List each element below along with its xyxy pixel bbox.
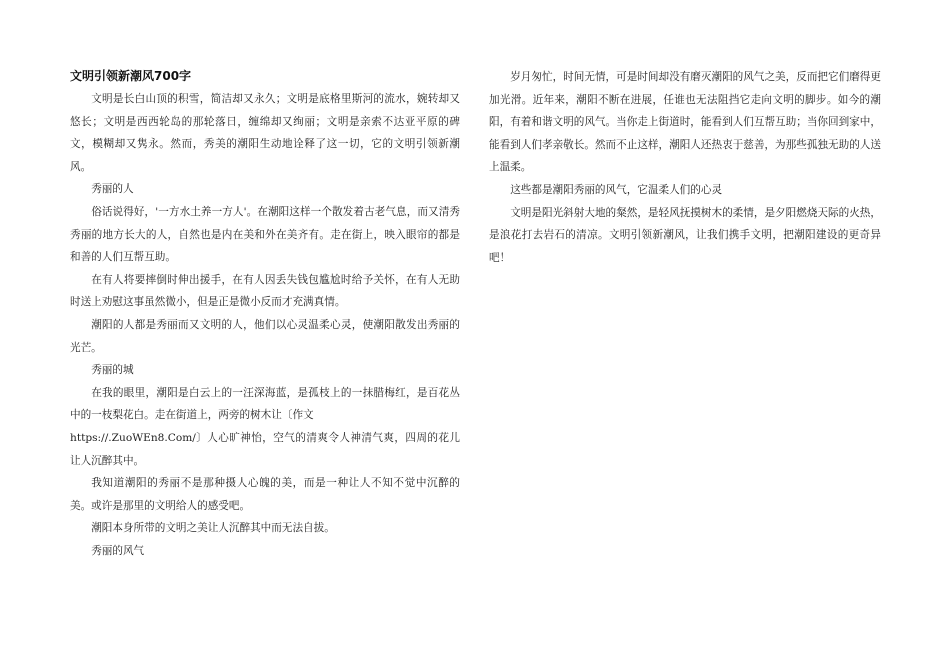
paragraph: 潮阳本身所带的文明之美让人沉醉其中而无法自拔。 — [91, 522, 335, 535]
paragraph: 我知道潮阳的秀丽不是那种摄人心魄的美，而是一种让人不知不觉中沉醉的美。或许是那里的文明给人的感受吧。 — [70, 477, 460, 512]
right-column — [489, 66, 881, 269]
document-title: 文明引领新潮风700字 — [70, 69, 192, 83]
section-heading: 秀丽的人 — [91, 183, 134, 196]
paragraph: 文明是长白山顶的积雪，简洁却又永久；文明是底格里斯河的流水，婉转却又悠长；文明是西西轮岛的那轮落日，缠绵却又绚丽；文明是亲索不达亚平原的碑文，模糊却又隽永。然而，秀美的潮阳生动地诠释了这一切，它的文明引领新潮风。 — [70, 93, 460, 173]
paragraph: 这些都是潮阳秀丽的风气，它温柔人们的心灵 — [510, 183, 723, 196]
section-heading: 秀丽的城 — [91, 364, 134, 377]
paragraph: 潮阳的人都是秀丽而又文明的人，他们以心灵温柔心灵，使潮阳散发出秀丽的光芒。 — [70, 318, 460, 354]
paragraph: 在有人将要摔倒时伸出援手，在有人因丢失钱包尴尬时给予关怀，在有人无助时送上劝慰这事虽然微小，但是正是微小反而才充满真情。 — [70, 273, 460, 309]
paragraph: 俗话说得好，'一方水土养一方人'。在潮阳这样一个散发着古老气息，而又清秀秀丽的地方长大的人，自然也是内在美和外在美齐有。走在街上，映入眼帘的都是和善的人们互帮互助。 — [70, 205, 460, 264]
paragraph: 岁月匆忙，时间无情，可是时间却没有磨灭潮阳的风气之美，反而把它们磨得更加光滑。近年来，潮阳不断在进展，任谁也无法阻挡它走向文明的脚步。如今的潮阳，有着和谐文明的风气。当你走上街道时，能看到人们互帮互助；当你回到家中，能看到人们孝亲敬长。然而不止这样，潮阳人还热衷于慈善，为那些孤独无助的人送上温柔。 — [489, 71, 881, 174]
paragraph-continued: https://.ZuoWEn8.Com/〕人心旷神怡，空气的清爽令人神清气爽，四周的花儿让人沉醉其中。 — [70, 431, 460, 467]
paragraph: 在我的眼里，潮阳是白云上的一汪深海蓝，是孤枝上的一抹腊梅红，是百花丛中的一枝梨花白。走在街道上，两旁的树木让〔作文 — [70, 386, 460, 422]
section-heading: 秀丽的风气 — [91, 544, 145, 557]
paragraph: 文明是阳光斜射大地的粲然，是轻风抚摸树木的柔情，是夕阳燃烧天际的火热，是浪花打去岩石的清凉。文明引领新潮风，让我们携手文明，把潮阳建设的更奇异吧！ — [489, 206, 881, 264]
left-column — [70, 66, 460, 562]
